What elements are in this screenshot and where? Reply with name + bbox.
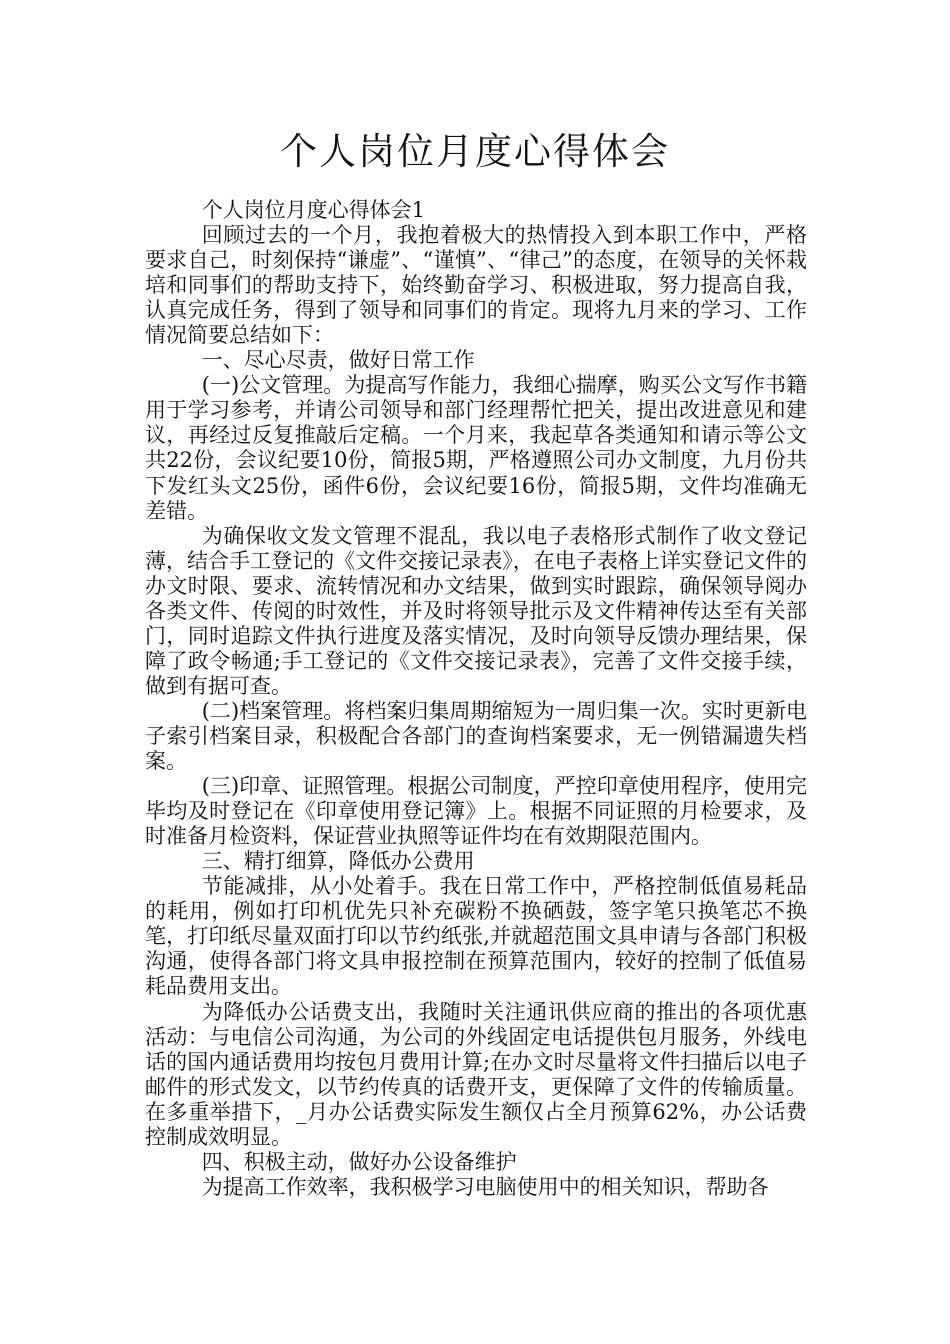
document-body bbox=[145, 198, 807, 1200]
document-title: 个人岗位月度心得体会 bbox=[280, 130, 670, 173]
subtitle-paragraph: 个人岗位月度心得体会1 bbox=[201, 198, 426, 222]
document-management-paragraph: (一)公文管理。为提高写作能力，我细心揣摩，购买公文写作书籍用于学习参考，并请公司领导和部门经理帮忙把关，提出改进意见和建议，再经过反复推敲后定稿。一个月来，我起草各类通知和请示等公文共22份，会议纪要10份，简报5期，严格遵照公司办文制度，九月份共下发红头文25份，函件6份，会议纪要16份，简报5期，文件均准确无差错。 bbox=[145, 373, 807, 523]
equipment-paragraph: 为提高工作效率，我积极学习电脑使用中的相关知识，帮助各 bbox=[201, 1174, 769, 1199]
section-heading-4: 四、积极主动，做好办公设备维护 bbox=[201, 1149, 517, 1174]
intro-paragraph: 回顾过去的一个月，我抱着极大的热情投入到本职工作中，严格要求自己，时刻保持“谦虚”、“谨慎”、“律己”的态度，在领导的关怀栽培和同事们的帮助支持下，始终勤奋学习、积极进取，努力提高自我，认真完成任务，得到了领导和同事们的肯定。现将九月来的学习、工作情况简要总结如下： bbox=[145, 223, 807, 348]
energy-saving-paragraph: 节能减排，从小处着手。我在日常工作中，严格控制低值易耗品的耗用，例如打印机优先只补充碳粉不换硒鼓，签字笔只换笔芯不换笔，打印纸尽量双面打印以节约纸张,并就超范围文具申请与各部门积极沟通，使得各部门将文具申报控制在预算范围内，较好的控制了低值易耗品费用支出。 bbox=[145, 874, 807, 999]
section-heading-3: 三、精打细算，降低办公费用 bbox=[201, 849, 475, 874]
section-heading-1: 一、尽心尽责，做好日常工作 bbox=[201, 348, 475, 373]
phone-cost-paragraph: 为降低办公话费支出，我随时关注通讯供应商的推出的各项优惠活动：与电信公司沟通，为公司的外线固定电话提供包月服务，外线电话的国内通话费用均按包月费用计算;在办文时尽量将文件扫描后以电子邮件的形式发文，以节约传真的话费开支，更保障了文件的传输质量。在多重举措下，_月办公话费实际发生额仅占全月预算62%，办公话费控制成效明显。 bbox=[145, 999, 807, 1149]
seal-license-paragraph: (三)印章、证照管理。根据公司制度，严控印章使用程序，使用完毕均及时登记在《印章使用登记簿》上。根据不同证照的月检要求，及时准备月检资料，保证营业执照等证件均在有效期限范围内。 bbox=[145, 774, 807, 849]
archive-management-paragraph: (二)档案管理。将档案归集周期缩短为一周归集一次。实时更新电子索引档案目录，积极配合各部门的查询档案要求，无一例错漏遗失档案。 bbox=[145, 698, 807, 774]
incoming-outgoing-paragraph: 为确保收文发文管理不混乱，我以电子表格形式制作了收文登记薄，结合手工登记的《文件交接记录表》，在电子表格上详实登记文件的办文时限、要求、流转情况和办文结果，做到实时跟踪，确保领导阅办各类文件、传阅的时效性，并及时将领导批示及文件精神传达至有关部门，同时追踪文件执行进度及落实情况，及时向领导反馈办理结果，保障了政令畅通;手工登记的《文件交接记录表》，完善了文件交接手续，做到有据可查。 bbox=[145, 523, 807, 698]
